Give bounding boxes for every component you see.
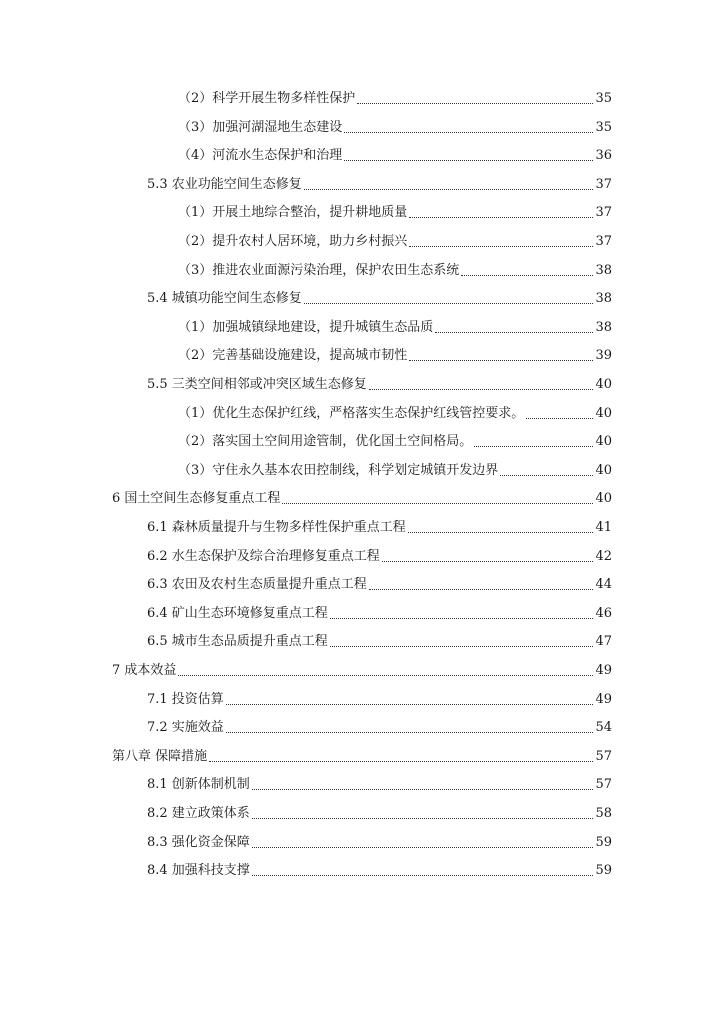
toc-entry-title: 6.2 水生态保护及综合治理修复重点工程 [147,548,380,564]
toc-entry[interactable] [112,660,612,682]
toc-entry[interactable] [147,803,612,825]
toc-entry-title: 8.4 加强科技支撑 [147,863,250,879]
toc-dot-leader [526,417,593,419]
toc-dot-leader [344,131,593,133]
toc-entry-title: 8.2 建立政策体系 [147,806,250,821]
toc-entry[interactable] [178,145,612,167]
toc-entry-title: 6.4 矿山生态环境修复重点工程 [147,605,328,621]
toc-dot-leader [252,788,594,790]
toc-entry-title: （2）完善基础设施建设，提高城市韧性 [178,348,408,364]
toc-entry-title: 5.4 城镇功能空间生态修复 [147,291,302,307]
toc-entry[interactable] [147,546,612,568]
toc-dot-leader [409,216,593,218]
toc-entry-page-number: 40 [595,491,612,507]
toc-entry[interactable] [147,174,612,196]
toc-dot-leader [282,502,593,504]
toc-dot-leader [226,731,594,733]
toc-entry[interactable] [147,860,612,882]
toc-entry-page-number: 57 [595,777,612,793]
toc-entry[interactable] [112,746,612,768]
toc-dot-leader [408,531,594,533]
toc-dot-leader [344,159,593,161]
toc-entry[interactable] [178,231,612,253]
toc-dot-leader [330,645,594,647]
toc-entry-page-number: 49 [595,663,612,678]
toc-dot-leader [435,331,593,333]
toc-entry-title: （1）开展土地综合整治，提升耕地质量 [178,205,408,221]
toc-dot-leader [252,846,594,848]
toc-entry-page-number: 38 [595,291,612,307]
toc-entry-page-number: 42 [595,548,612,564]
toc-entry[interactable] [112,488,612,510]
toc-entry-page-number: 41 [595,520,612,535]
toc-entry-title: （1）加强城镇绿地建设，提升城镇生态品质 [178,319,434,335]
toc-entry-title: 5.5 三类空间相邻或冲突区域生态修复 [147,377,367,392]
toc-entry-title: （1）优化生态保护红线，严格落实生态保护红线管控要求。 [178,405,525,421]
toc-entry-title: 6 国土空间生态修复重点工程 [112,491,281,507]
toc-dot-leader [500,474,593,476]
toc-entry[interactable] [147,517,612,539]
toc-entry-page-number: 40 [595,405,612,421]
toc-dot-leader [330,617,594,619]
toc-entry[interactable] [178,345,612,367]
toc-dot-leader [369,388,594,390]
toc-entry[interactable] [147,374,612,396]
toc-entry-page-number: 40 [595,434,612,450]
toc-entry-page-number: 38 [595,262,612,278]
toc-entry-title: （3）推进农业面源污染治理，保护农田生态系统 [178,262,460,278]
toc-entry-page-number: 35 [595,91,612,106]
toc-entry-page-number: 44 [595,577,612,593]
toc-entry-page-number: 46 [595,605,612,621]
toc-dot-leader [178,674,593,676]
toc-entry[interactable] [147,574,612,596]
toc-dot-leader [474,445,593,447]
toc-dot-leader [382,560,594,562]
toc-dot-leader [252,817,594,819]
toc-entry-title: 6.3 农田及农村生态质量提升重点工程 [147,577,367,593]
toc-entry-page-number: 38 [595,319,612,335]
toc-entry-page-number: 58 [595,806,612,821]
toc-entry-page-number: 36 [595,148,612,164]
toc-entry-title: 第八章 保障措施 [112,748,208,764]
toc-dot-leader [252,874,594,876]
toc-entry-page-number: 40 [595,462,612,478]
toc-dot-leader [209,760,593,762]
toc-entry-title: 8.3 强化资金保障 [147,834,250,850]
toc-entry-title: （2）提升农村人居环境，助力乡村振兴 [178,234,408,249]
toc-entry[interactable] [178,317,612,339]
toc-entry-page-number: 37 [595,234,612,249]
toc-entry[interactable] [178,460,612,482]
toc-entry[interactable] [178,117,612,139]
toc-entry[interactable] [147,288,612,310]
toc-dot-leader [304,188,594,190]
toc-entry-page-number: 39 [595,348,612,364]
toc-entry[interactable] [147,631,612,653]
toc-entry[interactable] [147,832,612,854]
toc-entry-title: 7.1 投资估算 [147,691,224,707]
toc-dot-leader [369,588,594,590]
toc-entry-title: （4）河流水生态保护和治理 [178,148,343,164]
toc-entry[interactable] [147,689,612,711]
toc-entry[interactable] [178,403,612,425]
toc-dot-leader [357,102,593,104]
toc-entry[interactable] [147,774,612,796]
toc-entry-page-number: 37 [595,176,612,192]
toc-entry-page-number: 40 [595,377,612,392]
toc-entry-page-number: 59 [595,863,612,879]
toc-entry-page-number: 49 [595,691,612,707]
toc-entry-page-number: 54 [595,720,612,736]
toc-entry[interactable] [178,202,612,224]
toc-dot-leader [461,274,593,276]
toc-entry-title: 5.3 农业功能空间生态修复 [147,176,302,192]
toc-entry-page-number: 59 [595,834,612,850]
toc-entry-title: （3）守住永久基本农田控制线，科学划定城镇开发边界 [178,462,499,478]
toc-entry-title: （2）落实国土空间用途管制，优化国土空间格局。 [178,434,473,450]
toc-dot-leader [226,703,594,705]
toc-entry[interactable] [178,88,612,110]
toc-entry[interactable] [147,717,612,739]
toc-entry-title: 7 成本效益 [112,663,177,678]
toc-entry-title: 6.1 森林质量提升与生物多样性保护重点工程 [147,520,406,535]
toc-entry[interactable] [147,603,612,625]
toc-entry-title: 6.5 城市生态品质提升重点工程 [147,634,328,650]
toc-entry-page-number: 35 [595,119,612,135]
toc-entry-title: （3）加强河湖湿地生态建设 [178,119,343,135]
toc-entry-title: （2）科学开展生物多样性保护 [178,91,356,106]
toc-entry-page-number: 57 [595,748,612,764]
toc-entry[interactable] [178,431,612,453]
toc-entry-page-number: 47 [595,634,612,650]
toc-dot-leader [304,302,594,304]
toc-entry-page-number: 37 [595,205,612,221]
toc-dot-leader [409,359,593,361]
toc-entry-title: 8.1 创新体制机制 [147,777,250,793]
toc-dot-leader [409,245,593,247]
toc-entry-title: 7.2 实施效益 [147,720,224,736]
toc-entry[interactable] [178,260,612,282]
